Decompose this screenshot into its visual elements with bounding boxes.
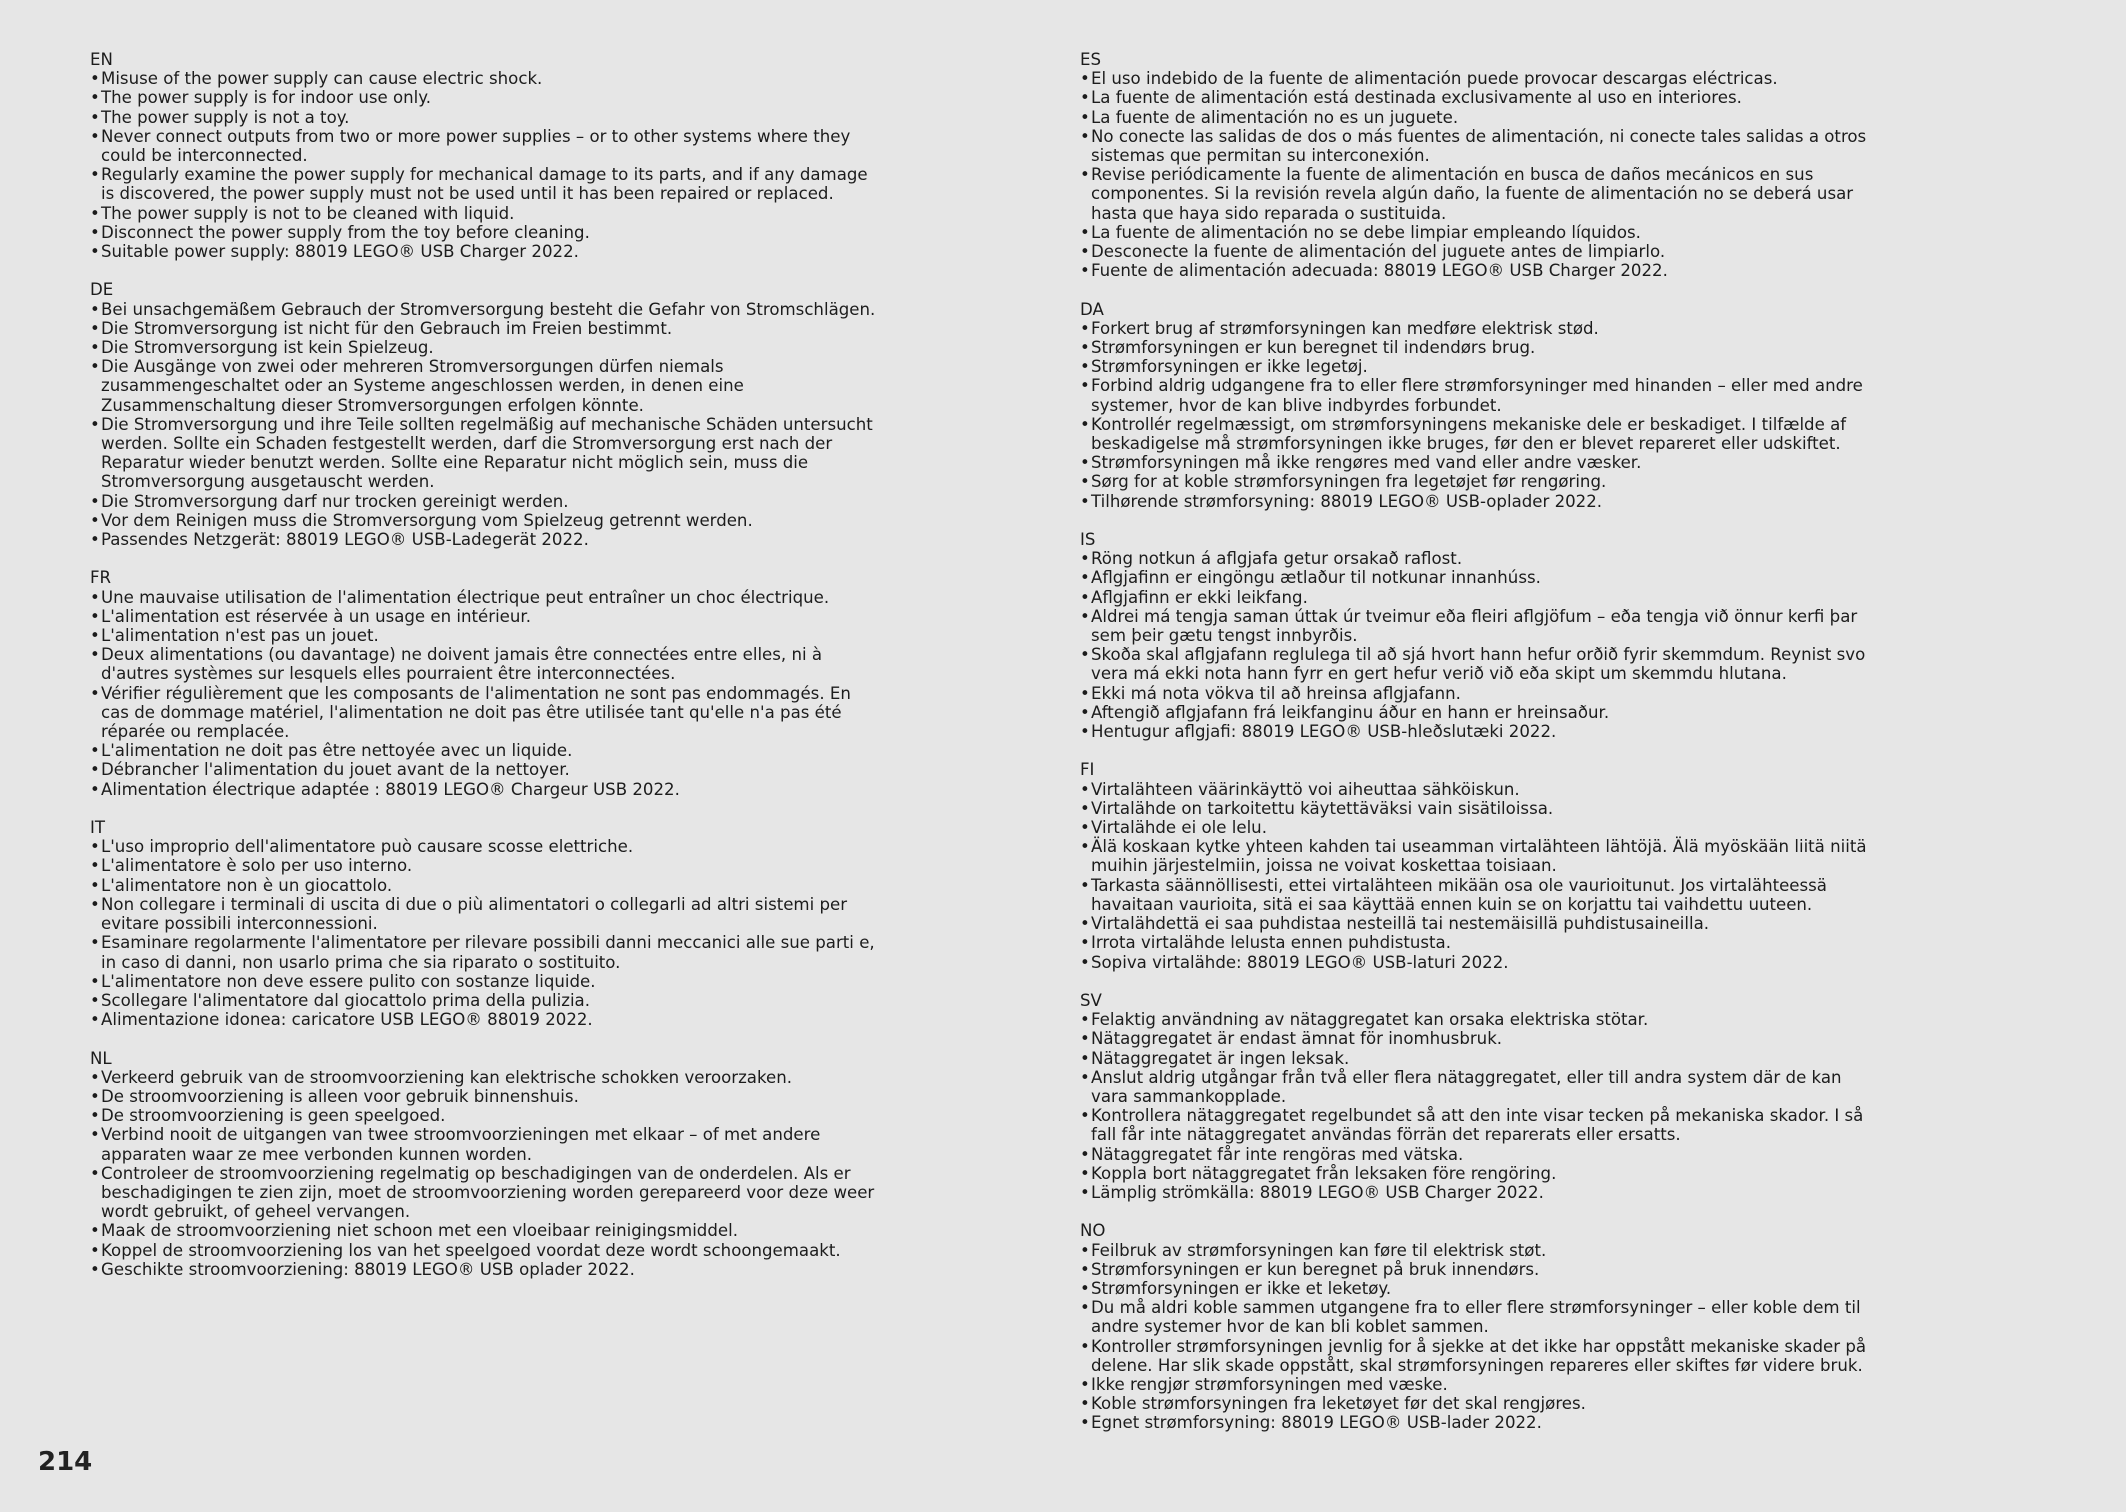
safety-item: • Aflgjafinn er eingöngu ætlaður til notkunar innanhúss. bbox=[1080, 568, 1880, 587]
safety-item: • L'alimentation est réservée à un usage en intérieur. bbox=[90, 607, 880, 626]
safety-item: • Passendes Netzgerät: 88019 LEGO® USB-Ladegerät 2022. bbox=[90, 530, 880, 549]
safety-item: • Strømforsyningen er kun beregnet til indendørs brug. bbox=[1080, 338, 1880, 357]
safety-item: • L'alimentatore non è un giocattolo. bbox=[90, 876, 880, 895]
safety-item: • Nätaggregatet får inte rengöras med vätska. bbox=[1080, 1145, 1880, 1164]
safety-item: • Virtalähde ei ole lelu. bbox=[1080, 818, 1880, 837]
safety-item: • Virtalähdettä ei saa puhdistaa nesteillä tai nestemäisillä puhdistusaineilla. bbox=[1080, 914, 1880, 933]
safety-item: • La fuente de alimentación no es un juguete. bbox=[1080, 108, 1880, 127]
safety-list bbox=[1080, 1010, 1880, 1202]
safety-item: • Vor dem Reinigen muss die Stromversorgung vom Spielzeug getrennt werden. bbox=[90, 511, 880, 530]
safety-item: • Ikke rengjør strømforsyningen med væske. bbox=[1080, 1375, 1880, 1394]
safety-item: • Aflgjafinn er ekki leikfang. bbox=[1080, 588, 1880, 607]
language-code: ES bbox=[1080, 50, 1102, 69]
safety-item: • Sørg for at koble strømforsyningen fra legetøjet før rengøring. bbox=[1080, 472, 1880, 491]
safety-item: • Die Stromversorgung ist nicht für den Gebrauch im Freien bestimmt. bbox=[90, 319, 880, 338]
safety-item: • Scollegare l'alimentatore dal giocattolo prima della pulizia. bbox=[90, 991, 880, 1010]
safety-list bbox=[90, 1068, 880, 1279]
safety-item: • Controleer de stroomvoorziening regelmatig op beschadigingen van de onderdelen. Als er beschadigingen te zien zijn, moet de stroomvoorziening worden gerepareerd voor deze weer wordt gebruikt, of geheel vervangen. bbox=[90, 1164, 880, 1222]
safety-item: • Alimentation électrique adaptée : 88019 LEGO® Chargeur USB 2022. bbox=[90, 780, 880, 799]
safety-item: • The power supply is not a toy. bbox=[90, 108, 880, 127]
safety-item: • Die Stromversorgung ist kein Spielzeug. bbox=[90, 338, 880, 357]
safety-item: • Esaminare regolarmente l'alimentatore per rilevare possibili danni meccanici alle sue parti e, in caso di danni, non usarlo prima che sia riparato o sostituito. bbox=[90, 933, 880, 971]
safety-list bbox=[1080, 69, 1880, 280]
safety-item: • El uso indebido de la fuente de alimentación puede provocar descargas eléctricas. bbox=[1080, 69, 1880, 88]
language-code: IS bbox=[1080, 530, 1096, 550]
safety-list bbox=[1080, 780, 1880, 972]
language-section-de bbox=[90, 280, 880, 549]
safety-list bbox=[1080, 549, 1880, 741]
language-code: DA bbox=[1080, 299, 1104, 319]
safety-item: • Aldrei má tengja saman úttak úr tveimur eða fleiri aflgjöfum – eða tengja við önnur kerfi þar sem þeir gætu tengst innbyrðis. bbox=[1080, 607, 1880, 645]
language-section-nl bbox=[90, 1049, 880, 1279]
safety-item: • The power supply is not to be cleaned with liquid. bbox=[90, 204, 880, 223]
safety-item: • Feilbruk av strømforsyningen kan føre til elektrisk støt. bbox=[1080, 1241, 1880, 1260]
safety-item: • Maak de stroomvoorziening niet schoon met een vloeibaar reinigingsmiddel. bbox=[90, 1221, 880, 1240]
safety-item: • Hentugur aflgjafi: 88019 LEGO® USB-hleðslutæki 2022. bbox=[1080, 722, 1880, 741]
safety-list bbox=[1080, 319, 1880, 511]
safety-item: • Kontrollér regelmæssigt, om strømforsyningens mekaniske dele er beskadiget. I tilfælde af beskadigelse må strømforsyningen ikke bruges, før den er blevet repareret eller udskiftet. bbox=[1080, 415, 1880, 453]
safety-item: • Kontroller strømforsyningen jevnlig for å sjekke at det ikke har oppstått mekaniske skader på delene. Har slik skade oppstått, skal strømforsyningen repareres eller skiftes før videre bruk. bbox=[1080, 1337, 1880, 1375]
safety-item: • Du må aldri koble sammen utgangene fra to eller flere strømforsyninger – eller koble dem til andre systemer hvor de kan bli koblet sammen. bbox=[1080, 1298, 1880, 1336]
safety-item: • Non collegare i terminali di uscita di due o più alimentatori o collegarli ad altri sistemi per evitare possibili interconnessioni. bbox=[90, 895, 880, 933]
safety-item: • Ekki má nota vökva til að hreinsa aflgjafann. bbox=[1080, 684, 1880, 703]
safety-item: • Verbind nooit de uitgangen van twee stroomvoorzieningen met elkaar – of met andere apparaten waar ze mee verbonden kunnen worden. bbox=[90, 1125, 880, 1163]
safety-item: • Koble strømforsyningen fra leketøyet før det skal rengjøres. bbox=[1080, 1394, 1880, 1413]
language-code: NL bbox=[90, 1048, 112, 1068]
safety-item: • Strømforsyningen er kun beregnet på bruk innendørs. bbox=[1080, 1260, 1880, 1279]
safety-item: • Felaktig användning av nätaggregatet kan orsaka elektriska stötar. bbox=[1080, 1010, 1880, 1029]
safety-item: • Virtalähde on tarkoitettu käytettäväksi vain sisätiloissa. bbox=[1080, 799, 1880, 818]
safety-list bbox=[90, 300, 880, 550]
language-code: FI bbox=[1080, 760, 1095, 780]
language-section-es bbox=[1080, 50, 1880, 280]
safety-item: • Deux alimentations (ou davantage) ne doivent jamais être connectées entre elles, ni à d'autres systèmes sur lesquels elles pourraient être interconnectées. bbox=[90, 645, 880, 683]
safety-item: • Röng notkun á aflgjafa getur orsakað raflost. bbox=[1080, 549, 1880, 568]
safety-item: • Koppel de stroomvoorziening los van het speelgoed voordat deze wordt schoongemaakt. bbox=[90, 1241, 880, 1260]
safety-item: • La fuente de alimentación está destinada exclusivamente al uso en interiores. bbox=[1080, 88, 1880, 107]
safety-item: • De stroomvoorziening is alleen voor gebruik binnenshuis. bbox=[90, 1087, 880, 1106]
safety-item: • Nätaggregatet är ingen leksak. bbox=[1080, 1049, 1880, 1068]
safety-item: • Sopiva virtalähde: 88019 LEGO® USB-laturi 2022. bbox=[1080, 953, 1880, 972]
safety-item: • Virtalähteen väärinkäyttö voi aiheuttaa sähköiskun. bbox=[1080, 780, 1880, 799]
safety-item: • Regularly examine the power supply for mechanical damage to its parts, and if any damage is discovered, the power supply must not be used until it has been repaired or replaced. bbox=[90, 165, 880, 203]
language-section-sv bbox=[1080, 991, 1880, 1202]
safety-item: • Kontrollera nätaggregatet regelbundet så att den inte visar tecken på mekaniska skador. I så fall får inte nätaggregatet användas förrän det reparerats eller ersatts. bbox=[1080, 1106, 1880, 1144]
safety-item: • Suitable power supply: 88019 LEGO® USB Charger 2022. bbox=[90, 242, 880, 261]
safety-item: • Die Ausgänge von zwei oder mehreren Stromversorgungen dürfen niemals zusammengeschaltet oder an Systeme angeschlossen werden, in denen eine Zusammenschaltung dieser Stromversorgungen erfolgen könnte. bbox=[90, 357, 880, 415]
safety-list bbox=[1080, 1241, 1880, 1433]
language-code: DE bbox=[90, 280, 114, 300]
safety-item: • Forkert brug af strømforsyningen kan medføre elektrisk stød. bbox=[1080, 319, 1880, 338]
safety-item: • Anslut aldrig utgångar från två eller flera nätaggregatet, eller till andra system där de kan vara sammankopplade. bbox=[1080, 1068, 1880, 1106]
safety-item: • L'alimentatore è solo per uso interno. bbox=[90, 856, 880, 875]
safety-item: • Never connect outputs from two or more power supplies – or to other systems where they could be interconnected. bbox=[90, 127, 880, 165]
language-section-is bbox=[1080, 530, 1880, 741]
language-section-fr bbox=[90, 568, 880, 798]
language-code: EN bbox=[90, 50, 113, 69]
safety-item: • Desconecte la fuente de alimentación del juguete antes de limpiarlo. bbox=[1080, 242, 1880, 261]
safety-item: • L'uso improprio dell'alimentatore può causare scosse elettriche. bbox=[90, 837, 880, 856]
safety-item: • Älä koskaan kytke yhteen kahden tai useamman virtalähteen lähtöjä. Älä myöskään liitä niitä muihin järjestelmiin, joissa ne voivat koskettaa toisiaan. bbox=[1080, 837, 1880, 875]
safety-item: • Strømforsyningen er ikke legetøj. bbox=[1080, 357, 1880, 376]
safety-item: • Vérifier régulièrement que les composants de l'alimentation ne sont pas endommagés. En cas de dommage matériel, l'alimentation ne doit pas être utilisée tant qu'elle n'a pas été réparée ou remplacée. bbox=[90, 684, 880, 742]
safety-item: • Skoða skal aflgjafann reglulega til að sjá hvort hann hefur orðið fyrir skemmdum. Reynist svo vera má ekki nota hann fyrr en gert hefur verið við eða skipt um skemmdu hlutana. bbox=[1080, 645, 1880, 683]
safety-item: • Misuse of the power supply can cause electric shock. bbox=[90, 69, 880, 88]
safety-list bbox=[90, 69, 880, 261]
safety-item: • Tilhørende strømforsyning: 88019 LEGO® USB-oplader 2022. bbox=[1080, 492, 1880, 511]
safety-item: • The power supply is for indoor use only. bbox=[90, 88, 880, 107]
safety-item: • La fuente de alimentación no se debe limpiar empleando líquidos. bbox=[1080, 223, 1880, 242]
safety-item: • Revise periódicamente la fuente de alimentación en busca de daños mecánicos en sus componentes. Si la revisión revela algún daño, la fuente de alimentación no se deberá usar hasta que haya sido reparada o sustituida. bbox=[1080, 165, 1880, 223]
safety-item: • Lämplig strömkälla: 88019 LEGO® USB Charger 2022. bbox=[1080, 1183, 1880, 1202]
safety-item: • Fuente de alimentación adecuada: 88019 LEGO® USB Charger 2022. bbox=[1080, 261, 1880, 280]
safety-list bbox=[90, 588, 880, 799]
safety-item: • Die Stromversorgung darf nur trocken gereinigt werden. bbox=[90, 492, 880, 511]
safety-item: • Disconnect the power supply from the toy before cleaning. bbox=[90, 223, 880, 242]
safety-item: • Geschikte stroomvoorziening: 88019 LEGO® USB oplader 2022. bbox=[90, 1260, 880, 1279]
language-code: IT bbox=[90, 818, 106, 838]
left-column bbox=[90, 50, 880, 1298]
safety-item: • Débrancher l'alimentation du jouet avant de la nettoyer. bbox=[90, 760, 880, 779]
language-code: SV bbox=[1080, 990, 1102, 1010]
safety-item: • Strømforsyningen er ikke et leketøy. bbox=[1080, 1279, 1880, 1298]
language-section-it bbox=[90, 818, 880, 1029]
language-section-da bbox=[1080, 300, 1880, 511]
language-section-fi bbox=[1080, 760, 1880, 971]
safety-item: • Nätaggregatet är endast ämnat för inomhusbruk. bbox=[1080, 1029, 1880, 1048]
safety-item: • Tarkasta säännöllisesti, ettei virtalähteen mikään osa ole vaurioitunut. Jos virtalähteessä havaitaan vaurioita, sitä ei saa käyttää ennen kuin se on korjattu tai vaihdettu uuteen. bbox=[1080, 876, 1880, 914]
page-number: 214 bbox=[38, 1447, 93, 1477]
safety-item: • L'alimentatore non deve essere pulito con sostanze liquide. bbox=[90, 972, 880, 991]
safety-item: • Aftengið aflgjafann frá leikfanginu áður en hann er hreinsaður. bbox=[1080, 703, 1880, 722]
safety-list bbox=[90, 837, 880, 1029]
safety-item: • Egnet strømforsyning: 88019 LEGO® USB-lader 2022. bbox=[1080, 1413, 1880, 1432]
safety-item: • L'alimentation ne doit pas être nettoyée avec un liquide. bbox=[90, 741, 880, 760]
language-code: NO bbox=[1080, 1221, 1106, 1241]
safety-item: • Die Stromversorgung und ihre Teile sollten regelmäßig auf mechanische Schäden untersucht werden. Sollte ein Schaden festgestellt werden, darf die Stromversorgung erst nach der Reparatur wieder benutzt werden. Sollte eine Reparatur nicht möglich sein, muss die Stromversorgung ausgetauscht werden. bbox=[90, 415, 880, 492]
safety-item: • L'alimentation n'est pas un jouet. bbox=[90, 626, 880, 645]
language-section-no bbox=[1080, 1221, 1880, 1432]
language-code: FR bbox=[90, 568, 112, 588]
safety-item: • Verkeerd gebruik van de stroomvoorziening kan elektrische schokken veroorzaken. bbox=[90, 1068, 880, 1087]
safety-item: • Forbind aldrig udgangene fra to eller flere strømforsyninger med hinanden – eller med andre systemer, hvor de kan blive indbyrdes forbundet. bbox=[1080, 376, 1880, 414]
language-section-en bbox=[90, 50, 880, 261]
safety-item: • Strømforsyningen må ikke rengøres med vand eller andre væsker. bbox=[1080, 453, 1880, 472]
safety-item: • De stroomvoorziening is geen speelgoed. bbox=[90, 1106, 880, 1125]
safety-item: • Alimentazione idonea: caricatore USB LEGO® 88019 2022. bbox=[90, 1010, 880, 1029]
safety-item: • Irrota virtalähde lelusta ennen puhdistusta. bbox=[1080, 933, 1880, 952]
safety-item: • No conecte las salidas de dos o más fuentes de alimentación, ni conecte tales salidas a otros sistemas que permitan su interconexión. bbox=[1080, 127, 1880, 165]
safety-item: • Une mauvaise utilisation de l'alimentation électrique peut entraîner un choc électrique. bbox=[90, 588, 880, 607]
right-column bbox=[1080, 50, 1880, 1452]
safety-item: • Bei unsachgemäßem Gebrauch der Stromversorgung besteht die Gefahr von Stromschlägen. bbox=[90, 300, 880, 319]
safety-item: • Koppla bort nätaggregatet från leksaken före rengöring. bbox=[1080, 1164, 1880, 1183]
